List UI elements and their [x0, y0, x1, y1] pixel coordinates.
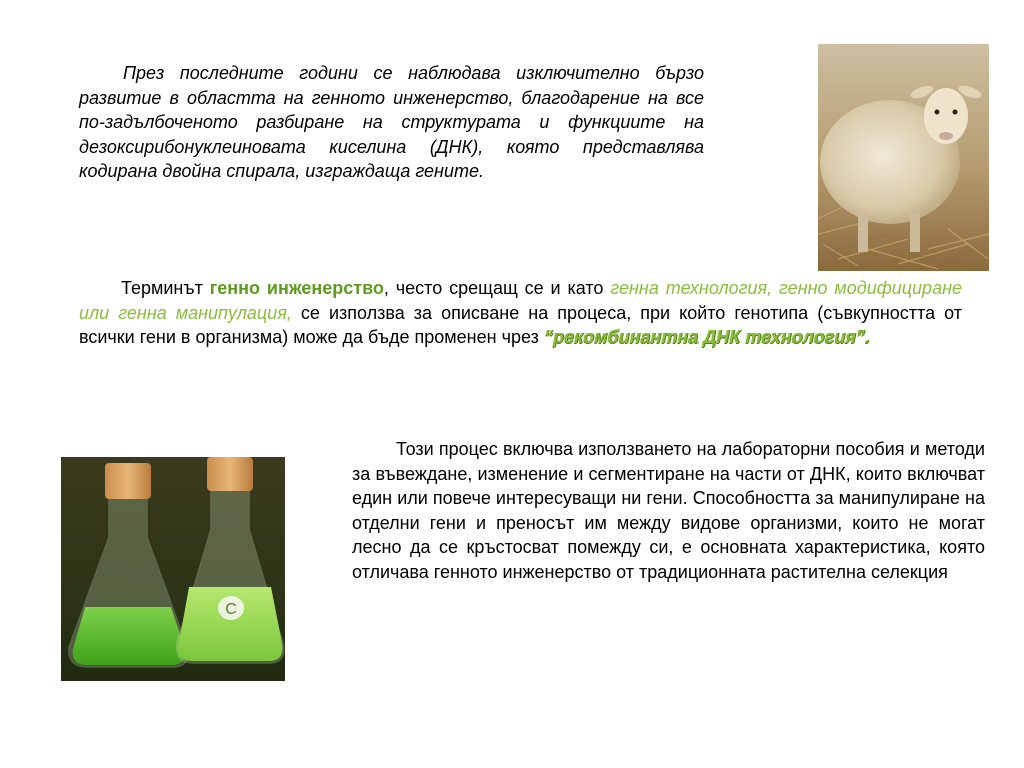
term-recombinant-dna: “рекомбинантна ДНК технология”. — [543, 327, 870, 348]
definition-text-1: Терминът — [121, 278, 210, 298]
definition-paragraph — [79, 276, 962, 350]
process-text: Този процес включва използването на лабораторни пособия и методи за въвеждане, изменение и сегментиране на части от ДНК, които включват един или повече интересуващи ни гени. Способността за манипулиране на отделни гени и преносът им между видове организми, които не могат лесно да се кръстосват помежду си, е основната характеристика, която отличава генното инженерство от традиционната растителна селекция — [352, 439, 985, 582]
term-genetic-engineering: генно инженерство — [209, 278, 384, 298]
definition-text-3: се използва за описване на процеса, при който генотипа (съвкупността от всички гени в организма) може да бъде променен чрез — [79, 302, 963, 348]
flask-label: C — [225, 601, 237, 618]
term-synonyms: генна технология, генно модифициране или генна манипулация, — [79, 278, 962, 323]
sheep-photo — [818, 44, 989, 271]
flasks-photo — [61, 457, 285, 681]
process-paragraph — [352, 437, 985, 584]
definition-text-2: , често срещащ се и като — [383, 278, 611, 298]
intro-paragraph — [79, 61, 704, 184]
intro-text: През последните години се наблюдава изключително бързо развитие в областта на генното инженерство, благодарение на все по-задълбоченото разбиране на структурата и функциите на дезоксирибонуклеиновата киселина (ДНК), която представлява кодирана двойна спирала, изграждаща гените. — [79, 63, 704, 181]
